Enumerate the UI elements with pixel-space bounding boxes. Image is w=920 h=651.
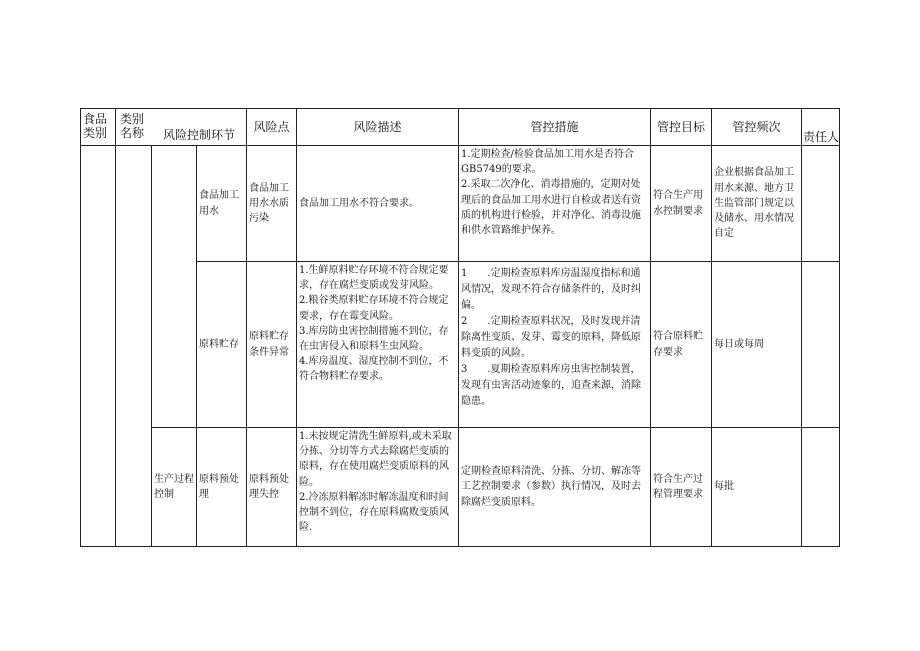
- header-target: 管控目标: [656, 120, 705, 134]
- header-risk-point: 风险点: [253, 120, 290, 134]
- table-row-3-link-sub: 原料预处理: [199, 473, 239, 500]
- header-risk-desc: 风险描述: [353, 120, 402, 134]
- table-row-1-risk-point: 食品加工用水水质污染: [249, 182, 289, 225]
- table-row-3-risk-point: 原料预处理失控: [249, 473, 289, 500]
- table-row-3-link-main: 生产过程控制: [154, 473, 194, 500]
- column-divider: [801, 108, 802, 547]
- table-row-2-link-sub: 原料贮存: [199, 338, 239, 350]
- table-border-left: [80, 108, 81, 547]
- table-row-1-link-sub: 食品加工用水: [199, 190, 239, 217]
- table-border-bottom: [80, 546, 840, 547]
- column-divider: [650, 108, 651, 547]
- table-row-3-measures: 定期检查原料清洗、分拣、分切、解冻等工艺控制要求（参数）执行情况，及时去除腐烂变质原料。: [461, 466, 641, 508]
- table-row-1-measures: 1.定期检查/检验食品加工用水是否符合GB5749的要求。 2.采取二次净化、消毒措施的，定期对处理后的食品加工用水进行自检或者送有资质的机构进行检验，并对净化、消毒设施和供水管路维护保养。: [461, 149, 641, 237]
- header-responsible: 责任人: [803, 130, 840, 144]
- table-row-2-measures: 1 .定期检查原料库房温湿度指标和通风情况，发现不符合存储条件的，及时纠偏。 2 .定期检查原料状况，及时发现并清除离性变质、发芽、霉变的原料，降低原料变质的风险。 3 .夏期检查原料库房虫害控制装置，发现有虫害活动迹象的，追查来源，消除隐患。: [461, 268, 641, 407]
- header-risk-link: 风险控制环节: [163, 128, 236, 142]
- table-row-3-target: 符合生产过程管理要求: [653, 473, 703, 500]
- column-divider: [246, 108, 247, 547]
- header-measures: 管控措施: [530, 120, 579, 134]
- header-frequency: 管控频次: [732, 120, 781, 134]
- table-row-3-risk-desc: 1.未按规定清洗生鲜原料,或未采取分拣、分切等方式去除腐烂变质的原料，存在使用腐烂变质原料的风险。 2.冷冻原料解冻时解冻温度和时间控制不到位，存在原料腐败变质风险.: [299, 431, 452, 534]
- column-divider: [711, 108, 712, 547]
- column-divider: [115, 108, 116, 547]
- column-divider: [151, 145, 152, 547]
- header-food-category: 食品类别: [83, 112, 108, 140]
- table-row-2-frequency: 每日或每周: [714, 338, 764, 350]
- table-row-1-risk-desc: 食品加工用水不符合要求。: [299, 197, 419, 209]
- table-border-right: [839, 108, 840, 547]
- table-row-1-frequency: 企业根据食品加工用水来源、地方卫生监管部门规定以及储水、用水情况自定: [714, 167, 794, 240]
- header-category-name: 类别名称: [120, 112, 145, 140]
- table-row-2-risk-point: 原料贮存条件异常: [249, 331, 289, 358]
- table-row-3-frequency: 每批: [714, 481, 734, 493]
- table-row-2-target: 符合原料贮存要求: [653, 331, 703, 358]
- column-divider: [296, 108, 297, 547]
- column-divider: [196, 145, 197, 547]
- column-divider: [458, 108, 459, 547]
- table-row-2-risk-desc: 1.生鲜原料贮存环境不符合规定要求，存在腐烂变质或发芽风险。 2.粮谷类原料贮存环境不符合规定要求，存在霉变风险。 3.库房防虫害控制措施不到位，存在虫害侵入和原料生虫风险。 4.库房温度、湿度控制不到位，不符合物料贮存要求。: [299, 265, 449, 383]
- table-row-1-target: 符合生产用水控制要求: [653, 190, 703, 217]
